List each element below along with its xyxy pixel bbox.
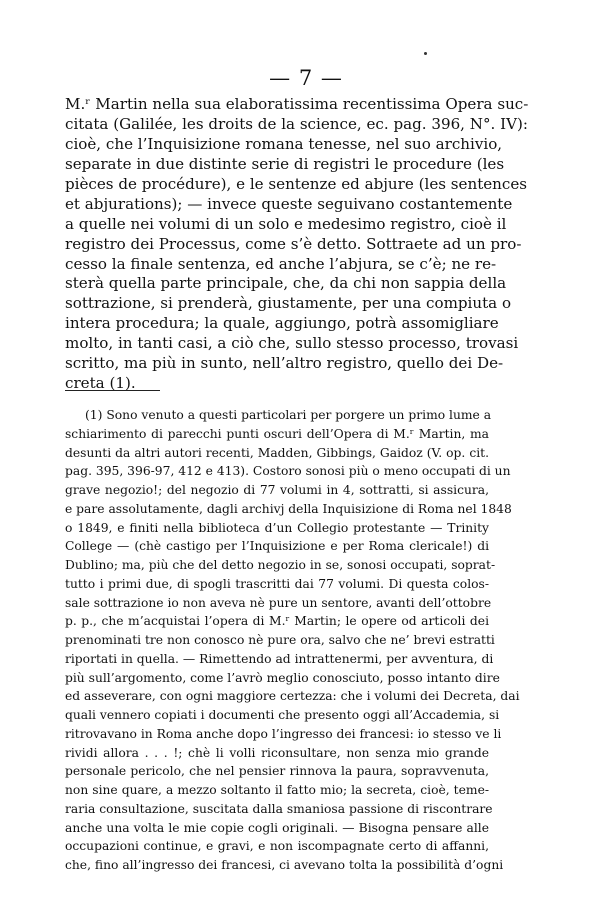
- footnote-line: tutto i primi due, di spogli trascritti dai 77 volumi. Di questa colos-: [65, 576, 489, 591]
- footnote-line: occupazioni continue, e gravi, e non iscompagnate certo di affanni,: [65, 839, 489, 854]
- footnote-line: raria consultazione, suscitata dalla smaniosa passione di riscontrare: [65, 801, 493, 816]
- footnote-line: Dublino; ma, più che del detto negozio in se, sonosi occupati, soprat-: [65, 558, 496, 572]
- main-line: molto, in tanti casi, a ciò che, sullo stesso processo, trovasi: [65, 334, 519, 353]
- main-line: registro dei Processus, come s’è detto. Sottraete ad un pro-: [65, 234, 522, 253]
- footnote-line: prenominati tre non conosco nè pure ora, salvo che ne’ brevi estratti: [65, 633, 495, 647]
- footnote-line: ed asseverare, con ogni maggiore certezza: che i volumi dei Decreta, dai: [65, 689, 520, 704]
- main-line: citata (Galilée, les droits de la science, ec. pag. 396, N°. IV):: [65, 114, 528, 133]
- footnote-line: (1) Sono venuto a questi particolari per porgere un primo lume a: [85, 408, 492, 422]
- footnote-line: College — (chè castigo per l’Inquisizione e per Roma clericale!) di: [65, 539, 489, 554]
- footnote-line: quali vennero copiati i documenti che presento oggi all’Accademia, si: [65, 708, 500, 722]
- main-line: M.ʳ Martin nella sua elaboratissima recentissima Opera suc-: [65, 95, 529, 113]
- footnote-line: non sine quare, a mezzo soltanto il fatto mio; la secreta, cioè, teme-: [65, 783, 489, 797]
- main-line: scritto, ma più in sunto, nell’altro registro, quello dei De-: [65, 354, 504, 373]
- footnote-line: riportati in quella. — Rimettendo ad intrattenermi, per avventura, di: [65, 651, 494, 666]
- footnote: [65, 406, 520, 875]
- footnote-line: anche una volta le mie copie cogli originali. — Bisogna pensare alle: [65, 820, 489, 835]
- footnote-line: ritrovavano in Roma anche dopo l’ingresso dei francesi: io stesso ve li: [65, 726, 502, 741]
- main-line: sterà quella parte principale, che, da chi non sappia della: [65, 274, 507, 293]
- footnote-divider: [65, 390, 160, 391]
- footnote-line: rividi allora . . . !; chè li volli riconsultare, non senza mio grande: [65, 745, 489, 760]
- footnote-line: grave negozio!; del negozio di 77 volumi in 4, sottratti, si assicura,: [65, 483, 489, 497]
- main-line: cesso la finale sentenza, ed anche l’abjura, se c’è; ne re-: [65, 254, 497, 273]
- footnote-line: p. p., che m’acquistai l’opera di M.ʳ Martin; le opere od articoli dei: [65, 614, 489, 629]
- main-line: intera procedura; la quale, aggiungo, potrà assomigliare: [65, 314, 499, 333]
- footnote-line: personale pericolo, che nel pensier rinnova la paura, sopravvenuta,: [65, 764, 489, 779]
- main-line: cioè, che l’Inquisizione romana tenesse, nel suo archivio,: [65, 134, 503, 153]
- main-line: separate in due distinte serie di registri le procedure (les: [65, 154, 505, 173]
- main-line: sottrazione, si prenderà, giustamente, per una compiuta o: [65, 294, 512, 313]
- footnote-line: più sull’argomento, come l’avrò meglio conosciuto, posso intanto dire: [65, 670, 500, 685]
- main-line: a quelle nei volumi di un solo e medesimo registro, cioè il: [65, 214, 507, 233]
- main-paragraph: [65, 95, 529, 394]
- footnote-line: e pare assolutamente, dagli archivj della Inquisizione di Roma nel 1848: [65, 501, 512, 516]
- main-line: et abjurations); — invece queste seguivano costantemente: [65, 194, 513, 213]
- ink-speck: [424, 52, 427, 55]
- page-number: — 7 —: [269, 66, 343, 90]
- main-line: pièces de procédure), e le sentenze ed abjure (les sentences: [65, 174, 528, 193]
- footnote-line: o 1849, e finiti nella biblioteca d’un Collegio protestante — Trinity: [65, 520, 489, 535]
- footnote-line: pag. 395, 396-97, 412 e 413). Costoro sonosi più o meno occupati di un: [65, 464, 511, 479]
- footnote-line: sale sottrazione io non aveva nè pure un sentore, avanti dell’ottobre: [65, 595, 492, 610]
- footnote-line: che, fino all’ingresso dei francesi, ci avevano tolta la possibilità d’ogni: [65, 858, 504, 872]
- main-line: creta (1).: [65, 374, 136, 393]
- footnote-line: desunti da altri autori recenti, Madden, Gibbings, Gaidoz (V. op. cit.: [65, 445, 489, 460]
- footnote-line: schiarimento di parecchi punti oscuri dell’Opera di M.ʳ Martin, ma: [65, 426, 489, 441]
